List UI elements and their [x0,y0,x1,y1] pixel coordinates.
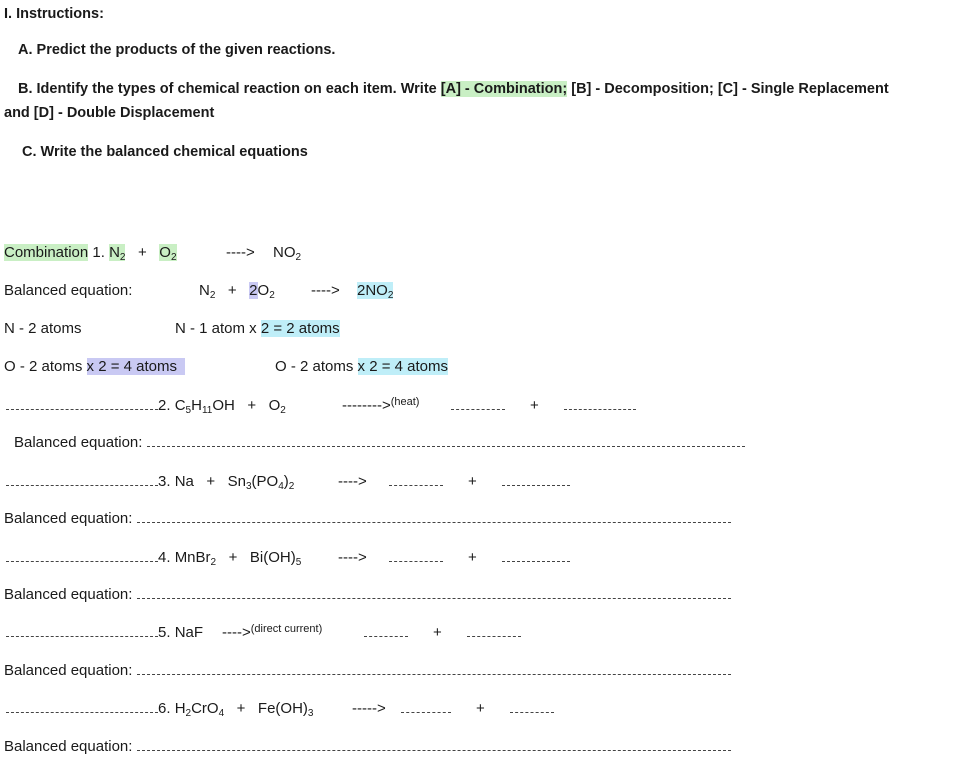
instruction-b-highlight: [A] - Combination; [440,81,568,97]
example-balanced-label: Balanced equation: [4,282,133,299]
n-atoms-left: N - 2 atoms [4,320,82,337]
products-blanks: + [389,472,570,492]
answer-blank[interactable] [6,397,158,410]
balanced-equation-blank[interactable] [137,586,731,599]
instruction-b [18,79,889,99]
balanced-equation-row: Balanced equation: [4,585,731,605]
reactants: $H_2CrO_4 + Fe(OH)_3$ [174,700,314,719]
reactant-2: O [159,244,171,261]
balanced-equation-blank[interactable] [137,662,731,675]
plus-sign: + [138,244,147,261]
balanced-equation-row: Balanced equation: [4,737,731,757]
list-item: 6. $H_2CrO_4 + Fe(OH)_3$ [6,699,313,719]
instruction-b-rest: [B] - Decomposition; [C] - Single Replacement [567,81,889,97]
product-blank-2[interactable] [564,397,636,410]
balanced-equation-blank[interactable] [137,510,731,523]
n-atoms-right: N - 1 atom x 2 = 2 atoms [175,320,340,337]
reaction-condition: (direct current) [250,623,323,635]
product-blank-2[interactable] [502,473,570,486]
product-blank-2[interactable] [502,549,570,562]
o-atoms-left: O - 2 atoms x 2 = 4 atoms [4,357,185,377]
answer-blank[interactable] [6,473,158,486]
list-item: 4. MnBr$_2$ + $Bi(OH)_5$ [6,548,301,568]
answer-blank[interactable] [6,624,158,637]
instruction-c: C. Write the balanced chemical equations [22,144,308,160]
balanced-equation-blank[interactable] [147,434,745,447]
product-blank-1[interactable] [364,624,408,637]
o-atoms-right: O - 2 atoms x 2 = 4 atoms [275,358,448,375]
reactants: $C_5H_{11}OH + O_2$ [174,397,286,416]
example-product: $NO_2$ [273,244,302,263]
balanced-equation-row: Balanced equation: [4,661,731,681]
balanced-equation-row: Balanced equation: [14,433,745,453]
example-arrow: ----> [226,244,255,261]
reaction-condition: (heat) [390,396,420,408]
list-item: 2. $C_5H_{11}OH + O_2$ [6,396,286,416]
products-blanks: + [451,396,636,416]
product-blank-1[interactable] [389,473,443,486]
product-blank-2[interactable] [510,700,554,713]
reactants: NaF [174,624,204,641]
reactants: MnBr$_2$ + $Bi(OH)_5$ [174,549,302,568]
example-balanced-equation: $N_2 + 2O_2$ [199,282,275,301]
example-balanced-product: $2NO_2$ [357,282,394,301]
products-blanks: + [389,548,570,568]
answer-blank[interactable] [6,700,158,713]
reaction-type-label: Combination [4,244,89,261]
item-arrow: -------->$^{(heat)}$ [342,396,420,414]
list-item: 3. $Na + Sn_3(PO_4)_2$ [6,472,294,492]
products-blanks: + [401,699,554,719]
reactant-1: N [109,244,120,261]
balanced-equation-row: Balanced equation: [4,509,731,529]
answer-blank[interactable] [6,549,158,562]
instructions-heading: I. Instructions: [4,6,104,22]
reactants: $Na + Sn_3(PO_4)_2$ [174,473,295,492]
instruction-b-line2: and [D] - Double Displacement [4,105,215,121]
product-blank-2[interactable] [467,624,521,637]
example-balanced-arrow: ----> [311,282,340,299]
example-equation: Combination 1. $N_2$ + $O_2$ [4,244,177,263]
products-blanks: + [364,623,521,643]
item-arrow: ----> [338,549,367,566]
balanced-equation-blank[interactable] [137,738,731,751]
item-arrow: ---->$^{(direct current)}$ [222,623,323,641]
item-arrow: -----> [352,700,386,717]
product-blank-1[interactable] [451,397,505,410]
instruction-a: A. Predict the products of the given reactions. [18,42,336,58]
instruction-b-text: B. Identify the types of chemical reaction on each item. Write [18,81,441,97]
item-number: 1. [92,244,105,261]
product-blank-1[interactable] [389,549,443,562]
list-item: 5. NaF [6,623,203,643]
product-blank-1[interactable] [401,700,451,713]
item-arrow: ----> [338,473,367,490]
